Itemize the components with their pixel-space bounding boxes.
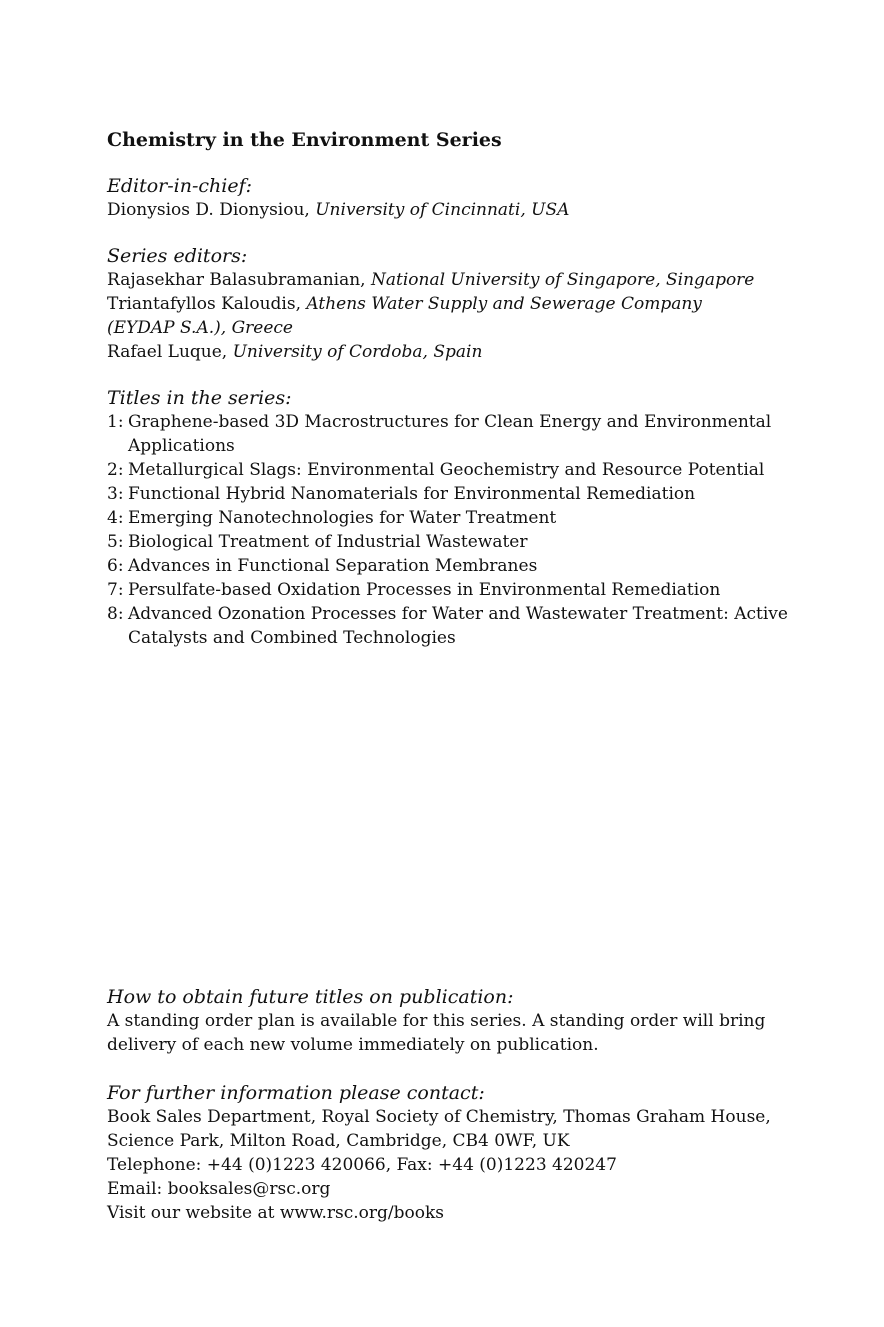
contact-address-line: Science Park, Milton Road, Cambridge, CB4 0WF, UK — [107, 1131, 570, 1151]
contact-address-line: Book Sales Department, Royal Society of Chemistry, Thomas Graham House, — [107, 1107, 771, 1127]
list-item — [107, 602, 807, 650]
title-number: 4: — [107, 508, 124, 528]
title-number: 6: — [107, 556, 124, 576]
editor-in-chief-heading: Editor-in-chief: — [107, 175, 253, 197]
list-item — [107, 506, 807, 530]
editor-in-chief-section — [107, 174, 807, 222]
series-editor-affiliation-continued — [107, 316, 807, 340]
contact-section — [107, 1081, 807, 1225]
series-editor-name: Triantafyllos Kaloudis, — [107, 294, 301, 314]
series-editors-section — [107, 244, 807, 364]
title-text: Advances in Functional Separation Membranes — [128, 556, 538, 576]
contact-heading: For further information please contact: — [107, 1082, 485, 1104]
series-editor-affiliation: (EYDAP S.A.), Greece — [107, 318, 293, 338]
series-editor-affiliation: National University of Singapore, Singapore — [370, 270, 755, 290]
list-item — [107, 554, 807, 578]
list-item — [107, 482, 807, 506]
series-title: Chemistry in the Environment Series — [107, 129, 502, 151]
titles-heading: Titles in the series: — [107, 387, 292, 409]
series-editor-affiliation: University of Cordoba, Spain — [232, 342, 483, 362]
obtain-text-line: delivery of each new volume immediately on publication. — [107, 1035, 599, 1055]
list-item — [107, 530, 807, 554]
series-editor-affiliation: Athens Water Supply and Sewerage Company — [306, 294, 702, 314]
series-editors-heading: Series editors: — [107, 245, 248, 267]
title-text: Biological Treatment of Industrial Wastewater — [128, 532, 528, 552]
list-item — [107, 578, 807, 602]
contact-email-line: Email: booksales@rsc.org — [107, 1179, 331, 1199]
contact-phone-line: Telephone: +44 (0)1223 420066, Fax: +44 (0)1223 420247 — [107, 1155, 617, 1175]
ordering-info — [107, 985, 807, 1249]
obtain-section — [107, 985, 807, 1057]
series-info-page — [107, 128, 807, 672]
title-number: 7: — [107, 580, 124, 600]
titles-list — [107, 410, 807, 650]
title-text: Metallurgical Slags: Environmental Geochemistry and Resource Potential — [128, 460, 765, 480]
series-editor-line — [107, 340, 807, 364]
editor-in-chief-line — [107, 198, 807, 222]
series-editor-name: Rajasekhar Balasubramanian, — [107, 270, 366, 290]
series-editor-line — [107, 268, 807, 292]
title-text: Functional Hybrid Nanomaterials for Environmental Remediation — [128, 484, 696, 504]
titles-section — [107, 386, 807, 650]
title-text: Persulfate-based Oxidation Processes in Environmental Remediation — [128, 580, 721, 600]
obtain-heading: How to obtain future titles on publication: — [107, 986, 514, 1008]
editor-name: Dionysios D. Dionysiou, — [107, 200, 310, 220]
series-editor-name: Rafael Luque, — [107, 342, 228, 362]
title-text: Emerging Nanotechnologies for Water Treatment — [128, 508, 557, 528]
title-number: 2: — [107, 460, 124, 480]
title-number: 3: — [107, 484, 124, 504]
obtain-text-line: A standing order plan is available for this series. A standing order will bring — [107, 1011, 766, 1031]
list-item — [107, 458, 807, 482]
editor-affiliation: University of Cincinnati, USA — [315, 200, 570, 220]
title-number: 8: — [107, 604, 124, 624]
title-number: 1: — [107, 412, 124, 432]
title-text: Graphene-based 3D Macrostructures for Clean Energy and Environmental Applications — [128, 412, 772, 456]
series-editor-line — [107, 292, 807, 316]
list-item — [107, 410, 807, 458]
contact-website-line: Visit our website at www.rsc.org/books — [107, 1203, 445, 1223]
title-number: 5: — [107, 532, 124, 552]
title-text: Advanced Ozonation Processes for Water and Wastewater Treatment: Active Catalysts and Combined Technologies — [128, 604, 788, 648]
